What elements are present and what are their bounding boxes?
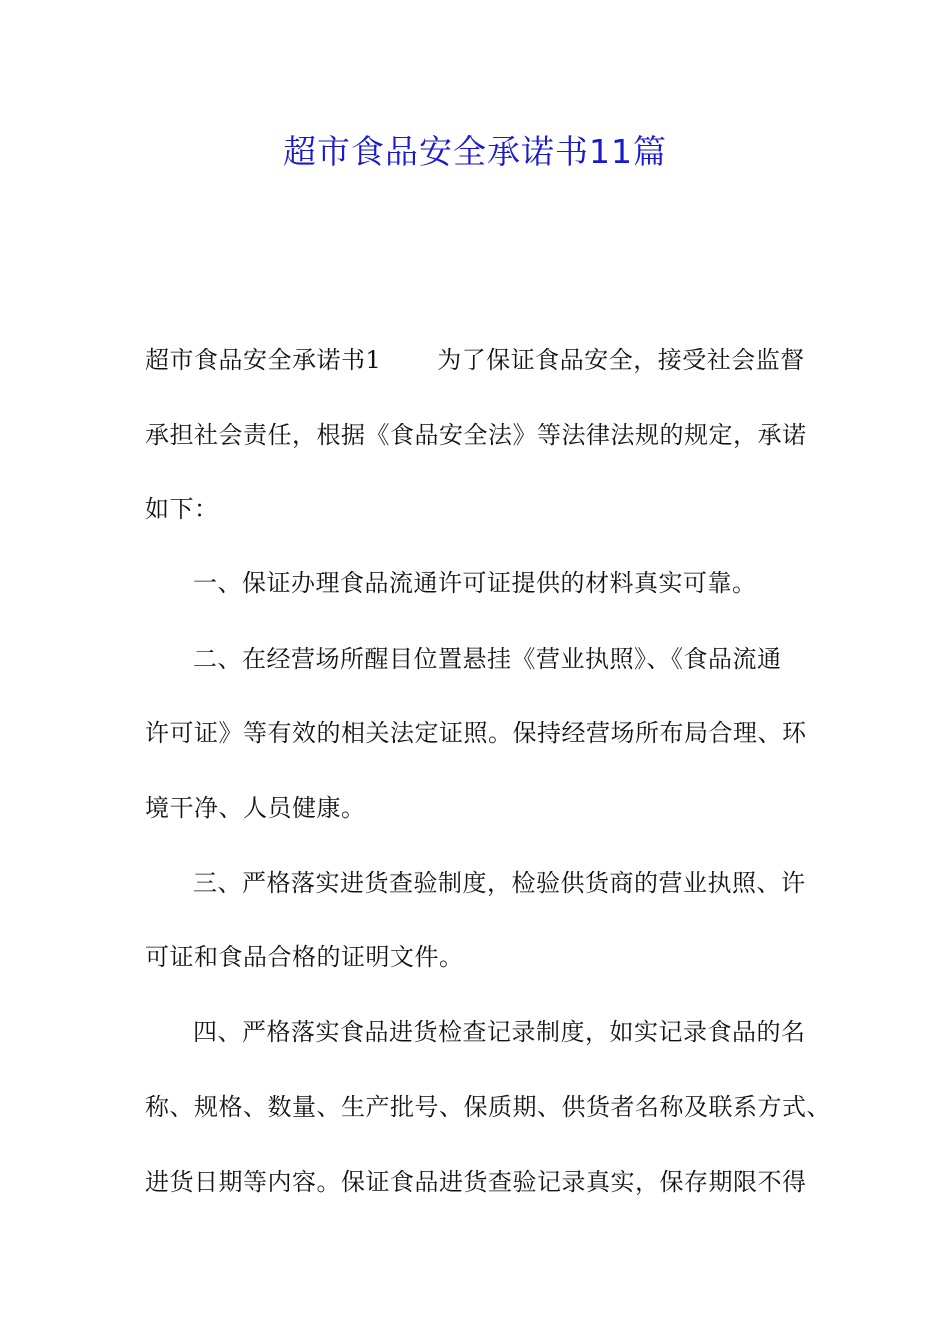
clause-3-line-1: 三、严格落实进货查验制度，检验供货商的营业执照、许 xyxy=(193,869,806,897)
intro-heading: 超市食品安全承诺书1 xyxy=(145,346,382,374)
clause-2-line-3: 境干净、人员健康。 xyxy=(145,794,366,822)
clause-4-line-1: 四、严格落实食品进货检查记录制度，如实记录食品的名 xyxy=(193,1018,806,1046)
clause-4-line-3: 进货日期等内容。保证食品进货查验记录真实，保存期限不得 xyxy=(145,1168,807,1196)
paragraph-line-2: 承担社会责任，根据《食品安全法》等法律法规的规定，承诺 xyxy=(145,421,807,449)
paragraph-line-1 xyxy=(145,342,805,378)
document-title: 超市食品安全承诺书11篇 xyxy=(283,132,667,171)
clause-3-line-2: 可证和食品合格的证明文件。 xyxy=(145,943,464,971)
clause-4-line-2: 称、规格、数量、生产批号、保质期、供货者名称及联系方式、 xyxy=(145,1093,831,1121)
clause-2-line-1: 二、在经营场所醒目位置悬挂《营业执照》、《食品流通 xyxy=(193,645,782,673)
paragraph-line-3: 如下： xyxy=(145,495,219,523)
clause-1-line-1: 一、保证办理食品流通许可证提供的材料真实可靠。 xyxy=(193,569,757,597)
intro-text: 为了保证食品安全，接受社会监督 xyxy=(437,346,805,374)
clause-2-line-2: 许可证》等有效的相关法定证照。保持经营场所布局合理、环 xyxy=(145,719,807,747)
